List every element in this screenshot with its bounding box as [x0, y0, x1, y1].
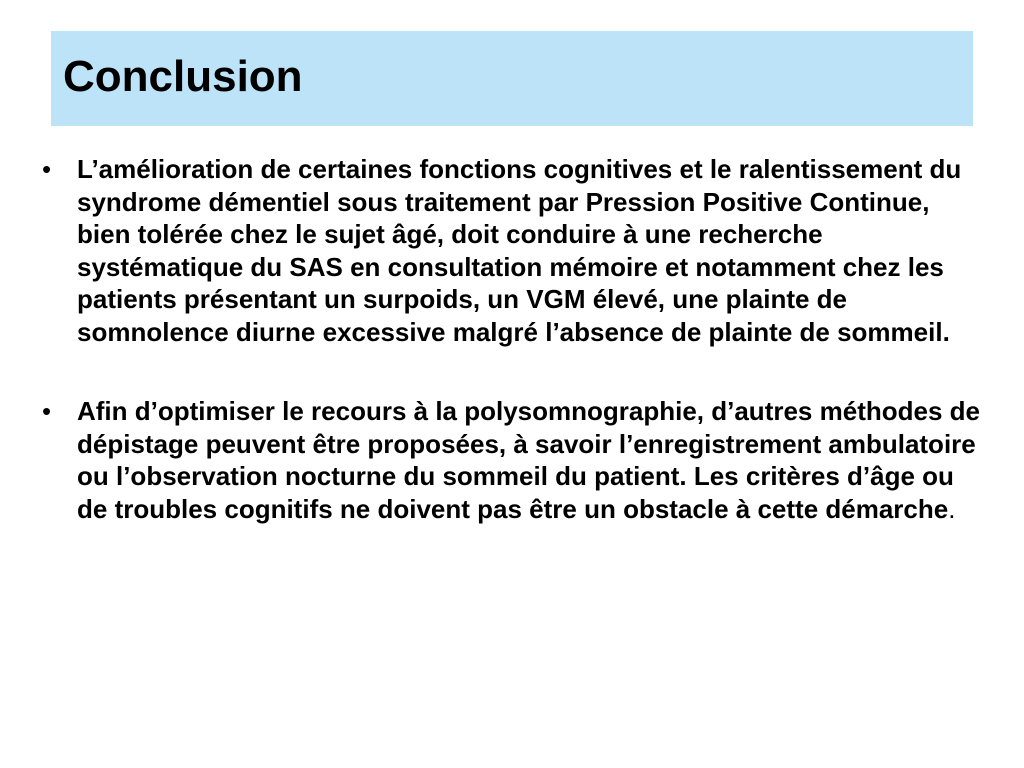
- bullet-item-2: [42, 395, 982, 525]
- bullet-text-2: Afin d’optimiser le recours à la polysomnographie, d’autres méthodes de dépistage peuvent être proposées, à savoir l’enregistrement ambulatoire ou l’observation nocturne du sommeil du patient. Les critères d’âge ou de troubles cognitifs ne doivent pas être un obstacle à cette démarche: [77, 396, 980, 524]
- bullet-icon: •: [42, 154, 52, 184]
- bullet-icon: •: [42, 396, 52, 426]
- slide-title: Conclusion: [63, 52, 303, 101]
- bullet-item-1: [42, 153, 982, 348]
- bullet-text-2-period: .: [948, 493, 956, 524]
- bullet-text-1: L’amélioration de certaines fonctions cognitives et le ralentissement du syndrome démentiel sous traitement par Pression Positive Continue, bien tolérée chez le sujet âgé, doit conduire à une recherche systématique du SAS en consultation mémoire et notamment chez les patients présentant un surpoids, un VGM élevé, une plainte de somnolence diurne excessive malgré l’absence de plainte de sommeil.: [77, 154, 962, 347]
- bullet-list: [42, 153, 982, 525]
- title-bar: [51, 31, 973, 126]
